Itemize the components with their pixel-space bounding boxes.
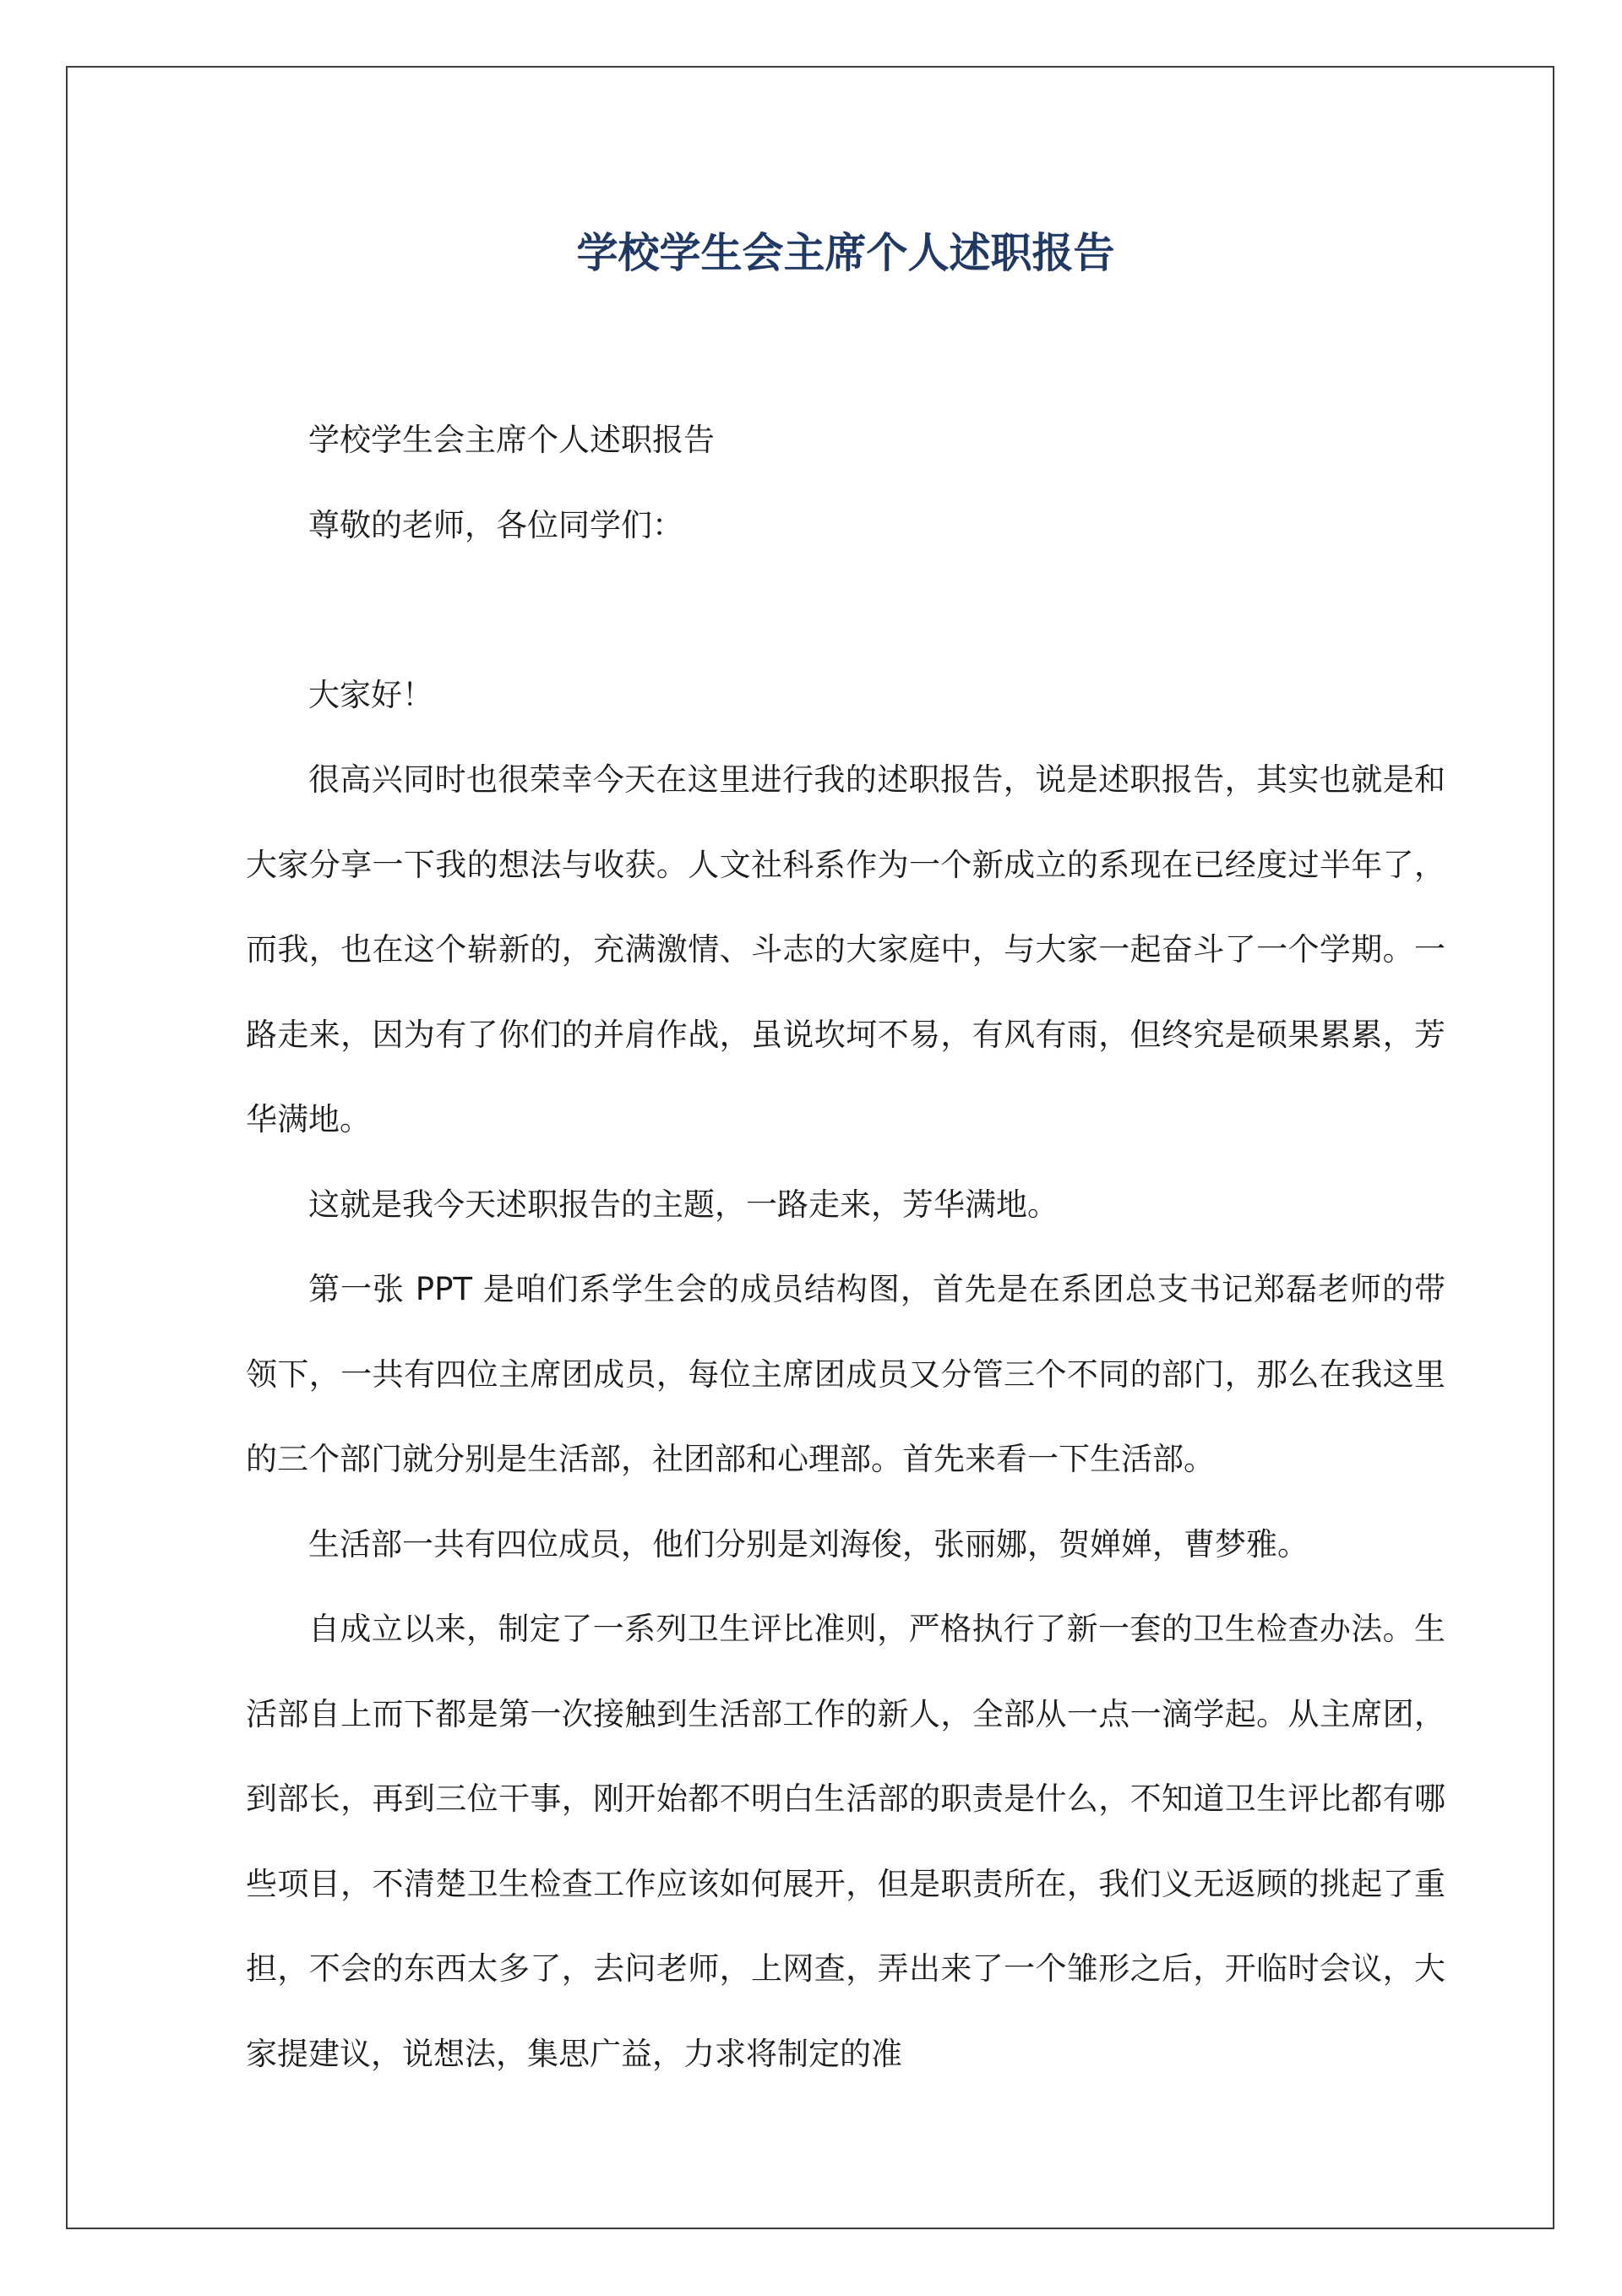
paragraph-theme: 这就是我今天述职报告的主题，一路走来，芳华满地。 (308, 1186, 1059, 1223)
paragraph-work: 自成立以来，制定了一系列卫生评比准则，严格执行了新一套的卫生检查办法。生活部自上而下都是第一次接触到生活部工作的新人，全部从一点一滴学起。从主席团，到部长，再到三位干事，刚开始都不明白生活部的职责是什么，不知道卫生评比都有哪些项目，不清楚卫生检查工作应该如何展开，但是职责所在，我们义无返顾的挑起了重担，不会的东西太多了，去问老师，上网查，弄出来了一个雏形之后，开临时会议，大家提建议，说想法，集思广益，力求将制定的准 (246, 1611, 1445, 2072)
paragraph-intro: 很高兴同时也很荣幸今天在这里进行我的述职报告，说是述职报告，其实也就是和大家分享一下我的想法与收获。人文社科系作为一个新成立的系现在已经度过半年了，而我，也在这个崭新的，充满激情、斗志的大家庭中，与大家一起奋斗了一个学期。一路走来，因为有了你们的并肩作战，虽说坎坷不易，有风有雨，但终究是硕果累累，芳华满地。 (246, 761, 1445, 1137)
document-title: 学校学生会主席个人述职报告 (576, 229, 1115, 277)
paragraph-members: 生活部一共有四位成员，他们分别是刘海俊，张丽娜，贺婵婵，曹梦雅。 (308, 1525, 1309, 1562)
paragraph-subtitle: 学校学生会主席个人述职报告 (308, 422, 715, 458)
page-frame (66, 66, 1554, 2229)
paragraph-salutation: 尊敬的老师，各位同学们： (308, 506, 683, 543)
paragraph-structure: 第一张 PPT 是咱们系学生会的成员结构图，首先是在系团总支书记郑磊老师的带领下，一共有四位主席团成员，每位主席团成员又分管三个不同的部门，那么在我这里的三个部门就分别是生活部，社团部和心理部。首先来看一下生活部。 (246, 1271, 1445, 1477)
paragraph-greeting: 大家好！ (308, 676, 433, 713)
document-body (246, 398, 1445, 2097)
paragraph-blank (246, 568, 1445, 653)
